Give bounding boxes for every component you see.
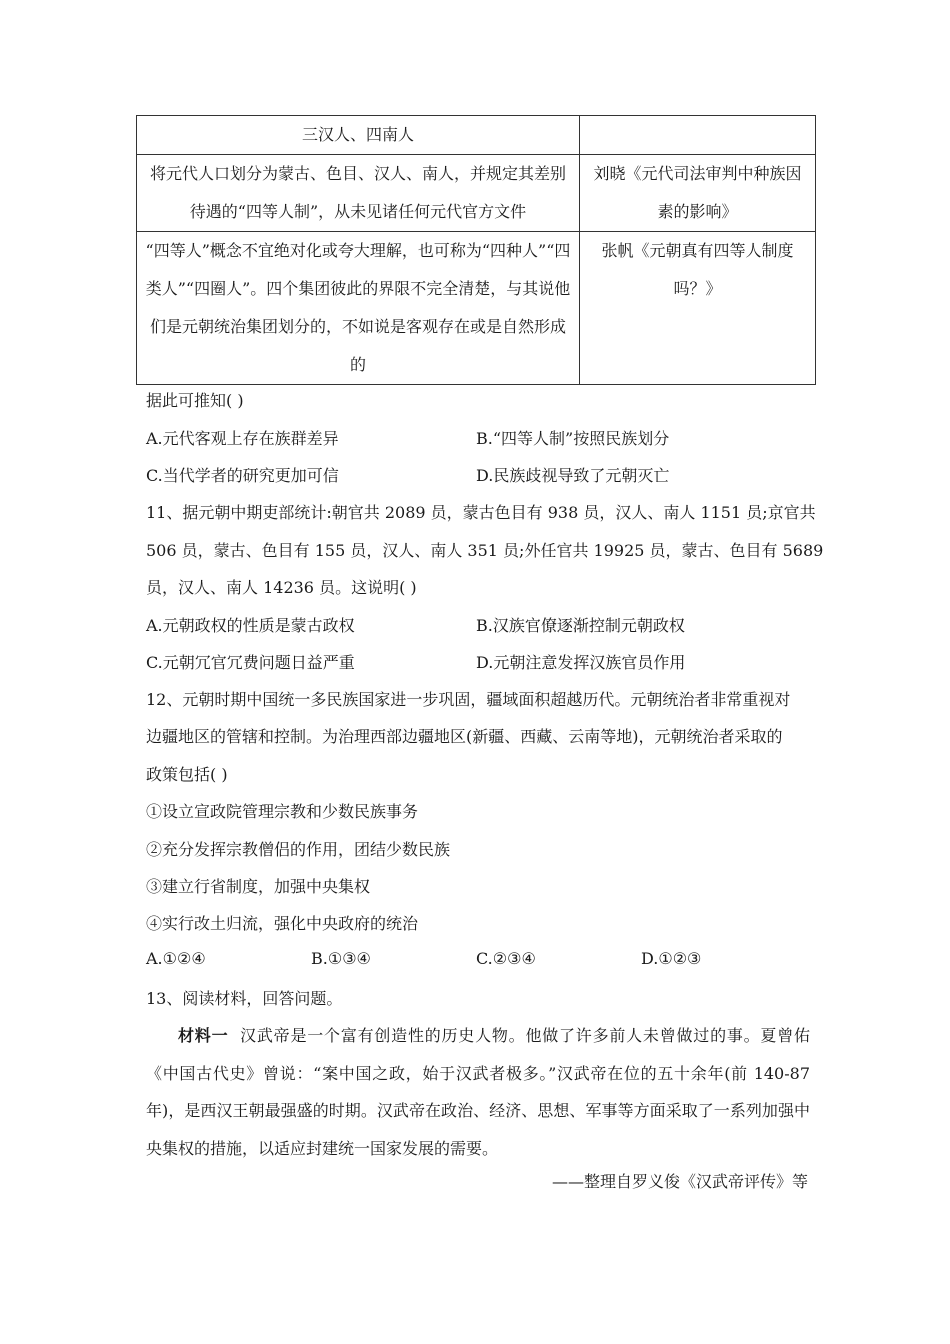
material-label: 材料一 [178, 1026, 229, 1045]
table-cell-source: 张帆《元朝真有四等人制度吗？》 [579, 232, 815, 385]
table-cell-source [579, 116, 815, 155]
q12-option-b: B.①③④ [311, 949, 371, 968]
q10-option-d: D.民族歧视导致了元朝灭亡 [476, 466, 670, 485]
q11-option-d: D.元朝注意发挥汉族官员作用 [476, 653, 686, 672]
q11-line-1: 11、据元朝中期吏部统计:朝官共 2089 员，蒙古色目有 938 员，汉人、南人 1151 员;京官共 [146, 503, 816, 522]
q12-option-d: D.①②③ [641, 949, 702, 968]
q11-option-b: B.汉族官僚逐渐控制元朝政权 [476, 616, 685, 635]
table-row [137, 232, 816, 385]
table-cell-source: 刘晓《元代司法审判中种族因素的影响》 [579, 155, 815, 232]
q12-option-a: A.①②④ [146, 949, 206, 968]
q12-item-4: ④实行改土归流，强化中央政府的统治 [146, 914, 419, 933]
q11-line-2: 506 员，蒙古、色目有 155 员，汉人、南人 351 员;外任官共 19925 员，蒙古、色目有 5689 [146, 541, 824, 560]
q11-option-a: A.元朝政权的性质是蒙古政权 [146, 616, 355, 635]
q13-stem: 13、阅读材料，回答问题。 [146, 989, 343, 1008]
q10-option-b: B.“四等人制”按照民族划分 [476, 429, 670, 448]
q12-item-1: ①设立宣政院管理宗教和少数民族事务 [146, 802, 419, 821]
q12-option-c: C.②③④ [476, 949, 536, 968]
table-cell-content: 三汉人、四南人 [137, 116, 580, 155]
q12-line-1: 12、元朝时期中国统一多民族国家进一步巩固，疆域面积超越历代。元朝统治者非常重视对 [146, 690, 791, 709]
q12-item-2: ②充分发挥宗教僧侣的作用，团结少数民族 [146, 840, 451, 859]
table-cell-content: 将元代人口划分为蒙古、色目、汉人、南人，并规定其差别待遇的“四等人制”，从未见诸任何元代官方文件 [137, 155, 580, 232]
table-row [137, 116, 816, 155]
table-cell-content: “四等人”概念不宜绝对化或夸大理解，也可称为“四种人”“四类人”“四圈人”。四个集团彼此的界限不完全清楚，与其说他们是元朝统治集团划分的，不如说是客观存在或是自然形成的 [137, 232, 580, 385]
material-attribution: ——整理自罗义俊《汉武帝评传》等 [551, 1172, 808, 1191]
q13-material-1 [146, 1017, 810, 1167]
q10-stem: 据此可推知( ) [146, 391, 244, 410]
source-table [136, 115, 816, 385]
q10-option-a: A.元代客观上存在族群差异 [146, 429, 339, 448]
q12-item-3: ③建立行省制度，加强中央集权 [146, 877, 371, 896]
material-text: 汉武帝是一个富有创造性的历史人物。他做了许多前人未曾做过的事。夏曾佑《中国古代史》曾说：“案中国之政，始于汉武者极多。”汉武帝在位的五十余年(前 140-87 年)，是西汉王朝最强盛的时期。汉武帝在政治、经济、思想、军事等方面采取了一系列加强中央集权的措施，以适应封建统一国家发展的需要。 [146, 1026, 810, 1158]
q12-line-2: 边疆地区的管辖和控制。为治理西部边疆地区(新疆、西藏、云南等地)，元朝统治者采取的 [146, 727, 783, 746]
q11-line-3: 员，汉人、南人 14236 员。这说明( ) [146, 578, 417, 597]
q10-option-c: C.当代学者的研究更加可信 [146, 466, 339, 485]
q12-line-3: 政策包括( ) [146, 765, 228, 784]
q11-option-c: C.元朝冗官冗费问题日益严重 [146, 653, 355, 672]
table-row [137, 155, 816, 232]
